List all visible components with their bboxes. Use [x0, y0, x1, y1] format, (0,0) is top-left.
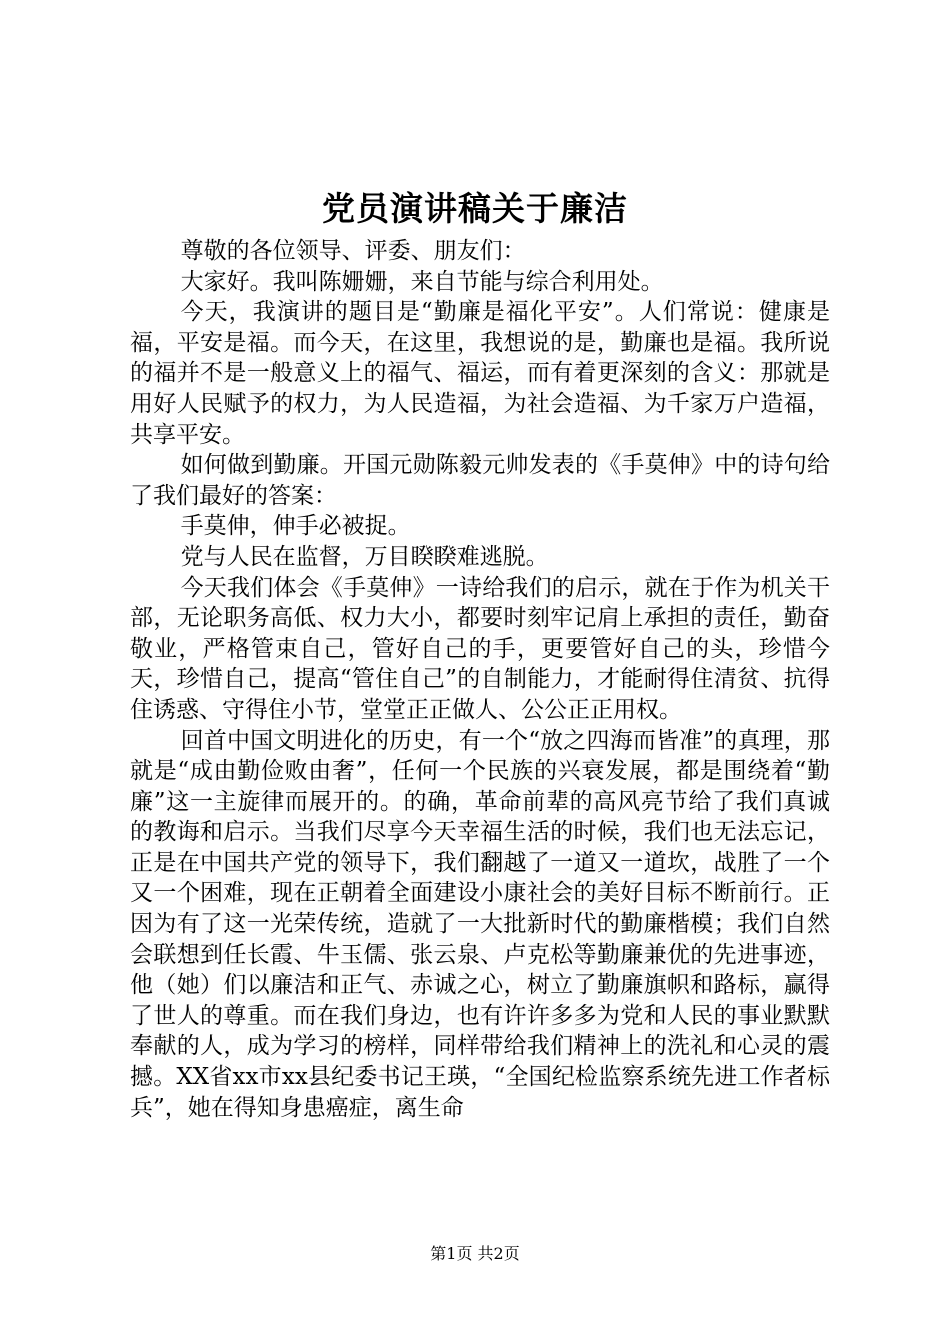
paragraph-poem-line-2: 党与人民在监督，万目睽睽难逃脱。: [180, 543, 549, 570]
paragraph-how: 如何做到勤廉。开国元勋陈毅元帅发表的《手莫伸》中的诗句给了我们最好的答案：: [130, 452, 830, 509]
page-footer: 第1页 共2页: [430, 1244, 520, 1263]
paragraph-reflection: 今天我们体会《手莫伸》一诗给我们的启示，就在于作为机关干部，无论职务高低、权力大小，都要时刻牢记肩上承担的责任，勤奋敬业，严格管束自己，管好自己的手，更要管好自己的头，珍惜今天，珍惜自己，提高“管住自己”的自制能力，才能耐得住清贫、抗得住诱惑、守得住小节，堂堂正正做人、公公正正用权。: [130, 574, 830, 723]
paragraph-topic: 今天，我演讲的题目是“勤廉是福化平安”。人们常说：健康是福，平安是福。而今天，在这里，我想说的是，勤廉也是福。我所说的福并不是一般意义上的福气、福运，而有着更深刻的含义：那就是用好人民赋予的权力，为人民造福，为社会造福、为千家万户造福，共享平安。: [130, 299, 830, 448]
paragraph-greeting: 大家好。我叫陈姗姗，来自节能与综合利用处。: [180, 268, 664, 295]
document-body: [130, 236, 830, 1123]
paragraph-history: 回首中国文明进化的历史，有一个“放之四海而皆准”的真理，那就是“成由勤俭败由奢”，任何一个民族的兴衰发展，都是围绕着“勤廉”这一主旋律而展开的。的确，革命前辈的高风亮节给了我们真诚的教诲和启示。当我们尽享今天幸福生活的时候，我们也无法忘记，正是在中国共产党的领导下，我们翻越了一道又一道坎，战胜了一个又一个困难，现在正朝着全面建设小康社会的美好目标不断前行。正因为有了这一光荣传统，造就了一大批新时代的勤廉楷模；我们自然会联想到任长霞、牛玉儒、张云泉、卢克松等勤廉兼优的先进事迹，他（她）们以廉洁和正气、赤诚之心，树立了勤廉旗帜和路标，赢得了世人的尊重。而在我们身边，也有许许多多为党和人民的事业默默奉献的人，成为学习的榜样，同样带给我们精神上的洗礼和心灵的震撼。XX省xx市xx县纪委书记王瑛，“全国纪检监察系统先进工作者标兵”，她在得知身患癌症，离生命: [130, 727, 830, 1121]
paragraph-salutation: 尊敬的各位领导、评委、朋友们：: [180, 238, 526, 264]
paragraph-poem-line-1: 手莫伸，伸手必被捉。: [180, 513, 411, 540]
document-title: 党员演讲稿关于廉洁: [322, 189, 628, 228]
